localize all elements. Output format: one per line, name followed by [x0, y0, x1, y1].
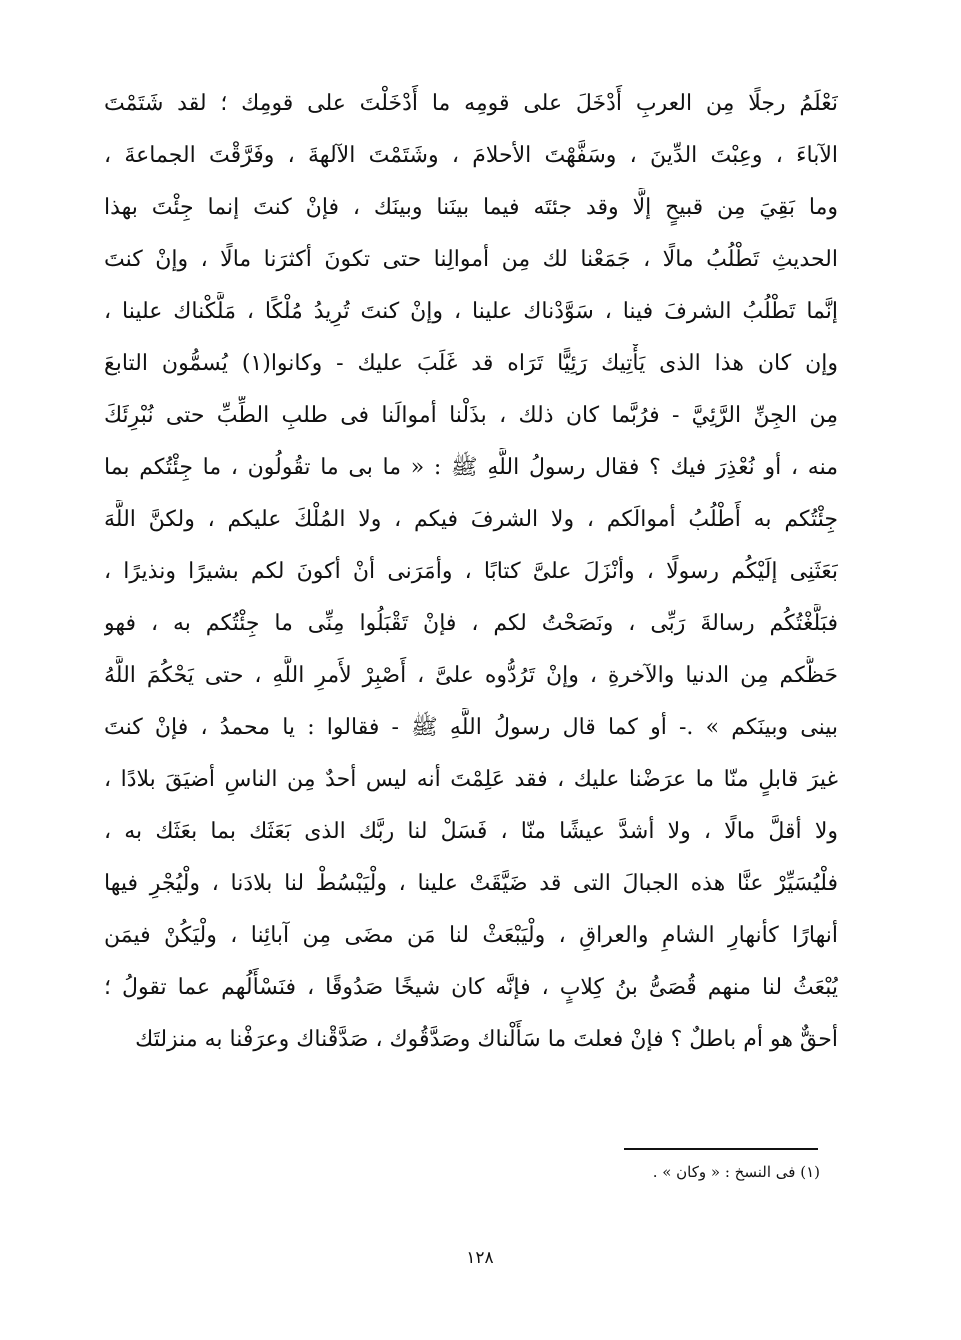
text-line-11: فبَلَّغْتُكُم رسالةَ رَبِّى ، ونَصَحْتُ لكم ، فإنْ تَقْبَلُوا مِنِّى ما جِئْتُكم به ، فهو: [104, 611, 838, 636]
text-line-19: أحقٌّ هو أم باطلٌ ؟ فإنْ فعلتَ ما سَأَلْناك وصَدَّقُوك ، صَدَّقْناك وعرَفْنا به منزلتَك: [135, 1027, 838, 1052]
text-line-8: منه ، أو نُعْذِرَ فيك ؟ فقال رسولُ اللَّهِ ﷺ : « ما بى ما تقُولُون ، ما جِئْتُكم بما: [104, 455, 838, 480]
text-line-1: نَعْلَمُ رجلًا مِن العربِ أَدْخَلَ على قومِه ما أَدْخَلْتَ على قومِك ؛ لقد شَتَمْتَ: [104, 91, 838, 116]
text-line-13: بينى وبينَكم » .- أو كما قال رسولُ اللَّهِ ﷺ - فقالوا : يا محمدُ ، فإنْ كنتَ: [104, 715, 838, 740]
text-line-5: إنَّما تَطْلُبُ الشرفَ فينا ، سَوَّدْناك علينا ، وإنْ كنتَ تُرِيدُ مُلْكًا ، مَلَّكْناك علينا ،: [104, 299, 838, 324]
text-line-14: غيرَ قابلٍ منّا ما عرَضْنا عليك ، فقد عَلِمْتَ أنه ليس أحدٌ مِن الناسِ أضيَقَ بلادًا ،: [104, 767, 838, 792]
footnote-separator: [624, 1148, 818, 1150]
text-line-2: الآباءَ ، وعِبْتَ الدِّينَ ، وسَفَّهْتَ الأحلامَ ، وشَتَمْتَ الآلهةَ ، وفَرَّقْتَ الجماعةَ ،: [104, 143, 838, 168]
text-line-4: الحديثِ تَطْلُبُ مالًا ، جَمَعْنا لك مِن أموالِنا حتى تكونَ أكثرَنا مالًا ، وإنْ كنتَ: [104, 247, 838, 272]
text-line-6: وإن كان هذا الذى يَأْتِيك رَئِيًّا تَرَاه قد غَلَبَ عليك - وكانوا(١) يُسمُّون التابعَ: [104, 351, 838, 376]
text-line-12: حَظُّكم مِن الدنيا والآخرةِ ، وإنْ تَرُدُّوه علىَّ ، أَصْبِرْ لأَمرِ اللَّهِ ، حتى يَحْكُمَ اللَّهُ: [104, 663, 838, 688]
text-line-9: جِئْتُكم به أَطْلُبُ أموالَكم ، ولا الشرفَ فيكم ، ولا المُلْكَ عليكم ، ولكنَّ اللَّهَ: [104, 507, 838, 532]
text-line-7: مِن الجِنِّ الرَّئِيَّ - فرُبَّما كان ذلك ، بذَلْنا أموالَنا فى طلبِ الطِّبِّ حتى نُبْرِئَكَ: [104, 403, 838, 428]
text-line-16: فلْيُسَيِّرْ عنَّا هذه الجبالَ التى قد ضَيَّقَتْ علينا ، ولْيَبْسُطْ لنا بلادَنا ، ولْيُجْرِ فيها: [104, 871, 838, 896]
body-text: [104, 84, 838, 1072]
footnote: (١) فى النسخ : « وكان » .: [652, 1163, 820, 1181]
text-line-15: ولا أقلَّ مالًا ، ولا أشدَّ عيشًا منّا ، فَسَلْ لنا ربَّك الذى بَعَثَك بما بعَثَك به ،: [104, 819, 838, 844]
text-line-18: يُبْعَثُ لنا منهم قُصَىُّ بنُ كِلابٍ ، فإنَّه كان شيخًا صَدُوقًا ، فنَسْأَلُهم عما تقولُ ؛: [104, 975, 838, 1000]
page-number: ١٢٨: [466, 1248, 494, 1268]
text-line-10: بَعَثَنِى إلَيْكُم رسولًا ، وأنْزَلَ علىَّ كتابًا ، وأمَرَنى أنْ أكونَ لكم بشيرًا ونذيرًا ،: [104, 559, 838, 584]
text-line-17: أنهارًا كأنهارِ الشامِ والعراقِ ، ولْيَبْعَثْ لنا مَن مضَى مِن آبائِنا ، ولْيَكُنْ فيمَن: [104, 923, 838, 948]
text-line-3: وما بَقِيَ مِن قبيحٍ إلَّا وقد جئتَه فيما بينَنا وبينَك ، فإنْ كنتَ إنما جِئْتَ بهذا: [104, 195, 838, 220]
